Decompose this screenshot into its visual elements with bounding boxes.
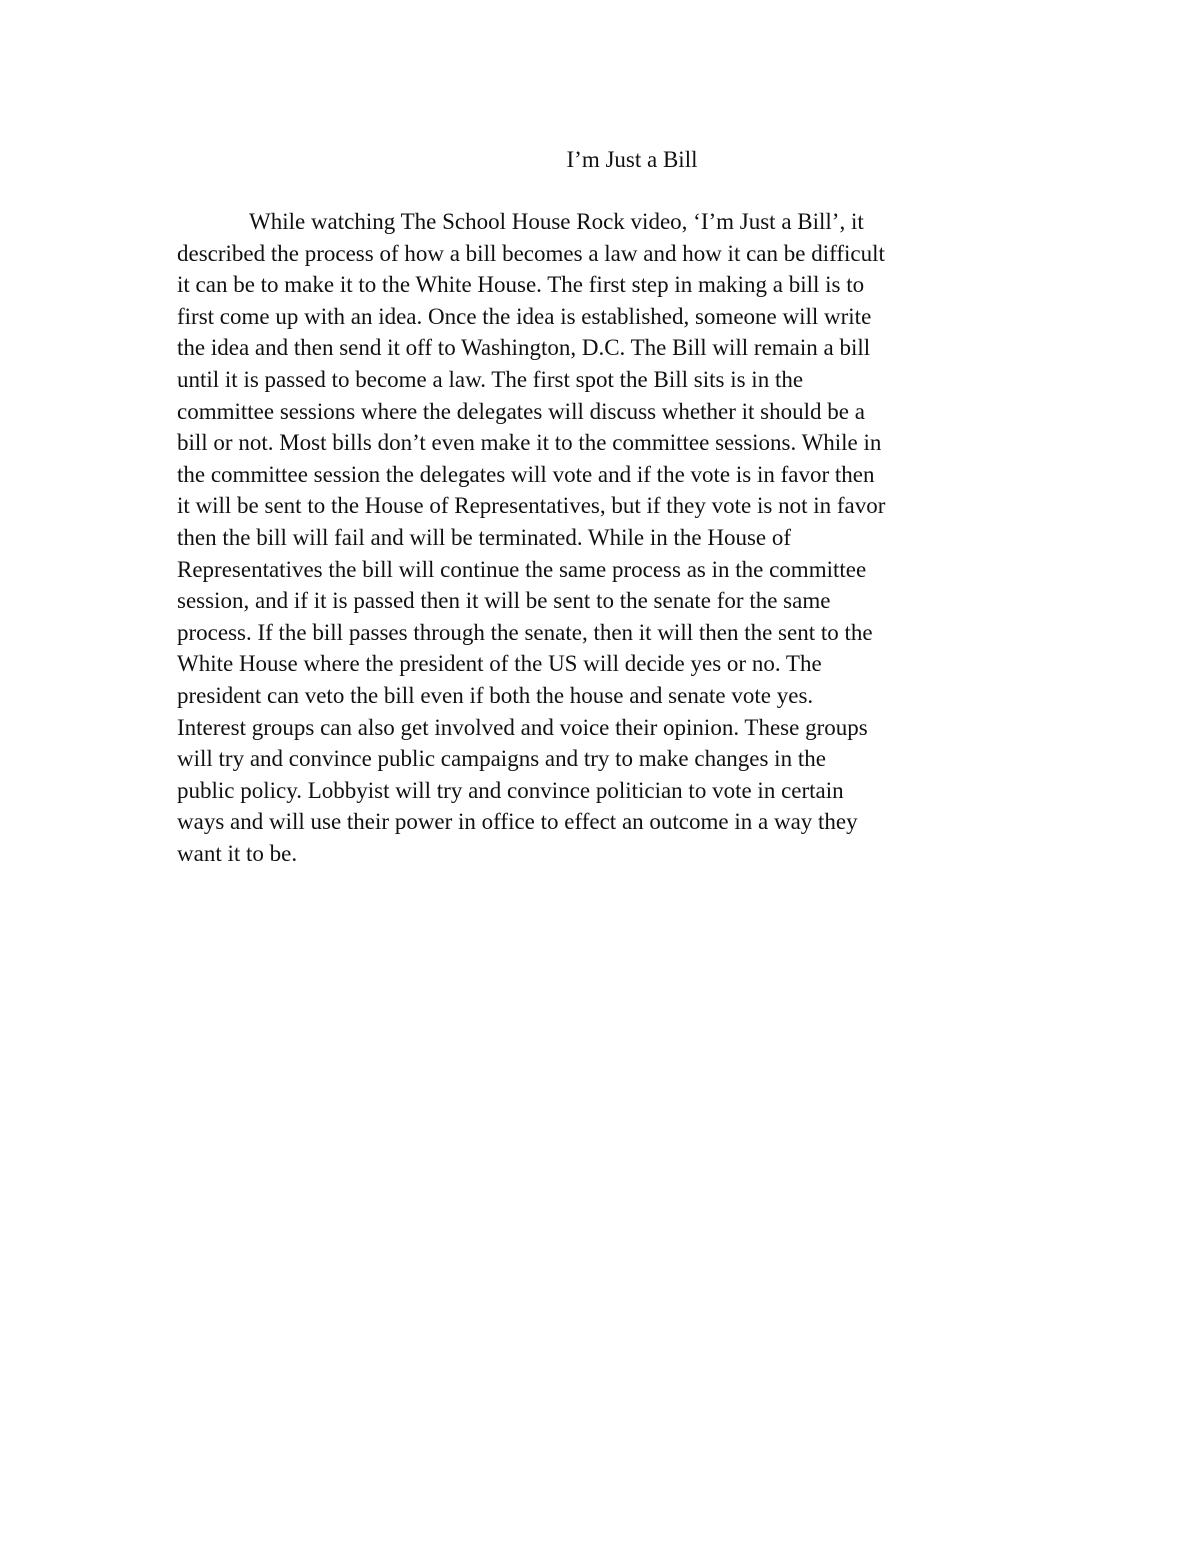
paragraph-line: until it is passed to become a law. The first spot the Bill sits is in the: [177, 366, 804, 392]
paragraph-line: ways and will use their power in office to effect an outcome in a way they: [177, 809, 858, 835]
paragraph-line: the idea and then send it off to Washington, D.C. The Bill will remain a bill: [177, 335, 871, 361]
paragraph-line: it will be sent to the House of Representatives, but if they vote is not in favor: [177, 493, 886, 519]
paragraph-line: process. If the bill passes through the senate, then it will then the sent to the: [177, 619, 873, 645]
paragraph-line: Interest groups can also get involved and voice their opinion. These groups: [177, 714, 868, 740]
paragraph-line: first come up with an idea. Once the idea is established, someone will write: [177, 303, 872, 329]
paragraph-line: will try and convince public campaigns and try to make changes in the: [177, 746, 826, 772]
paragraph-line: White House where the president of the US will decide yes or no. The: [177, 651, 822, 677]
paragraph-line: session, and if it is passed then it will be sent to the senate for the same: [177, 588, 831, 614]
paragraph-line: then the bill will fail and will be terminated. While in the House of: [177, 524, 792, 550]
paragraph-line: Representatives the bill will continue the same process as in the committee: [177, 556, 867, 582]
paragraph-line: While watching The School House Rock video, ‘I’m Just a Bill’, it: [249, 209, 864, 234]
document-title: I’m Just a Bill: [566, 147, 698, 172]
paragraph-line: bill or not. Most bills don’t even make it to the committee sessions. While in: [177, 430, 882, 456]
paragraph-line: public policy. Lobbyist will try and convince politician to vote in certain: [177, 777, 844, 803]
paragraph-line: president can veto the bill even if both the house and senate vote yes.: [177, 682, 814, 708]
paragraph-line: the committee session the delegates will vote and if the vote is in favor then: [177, 461, 875, 487]
paragraph-line: described the process of how a bill becomes a law and how it can be difficult: [177, 240, 885, 266]
body-paragraph: [177, 206, 1057, 869]
paragraph-line: it can be to make it to the White House. The first step in making a bill is to: [177, 272, 865, 298]
paragraph-line: committee sessions where the delegates will discuss whether it should be a: [177, 398, 865, 424]
paragraph-line: want it to be.: [177, 840, 298, 866]
